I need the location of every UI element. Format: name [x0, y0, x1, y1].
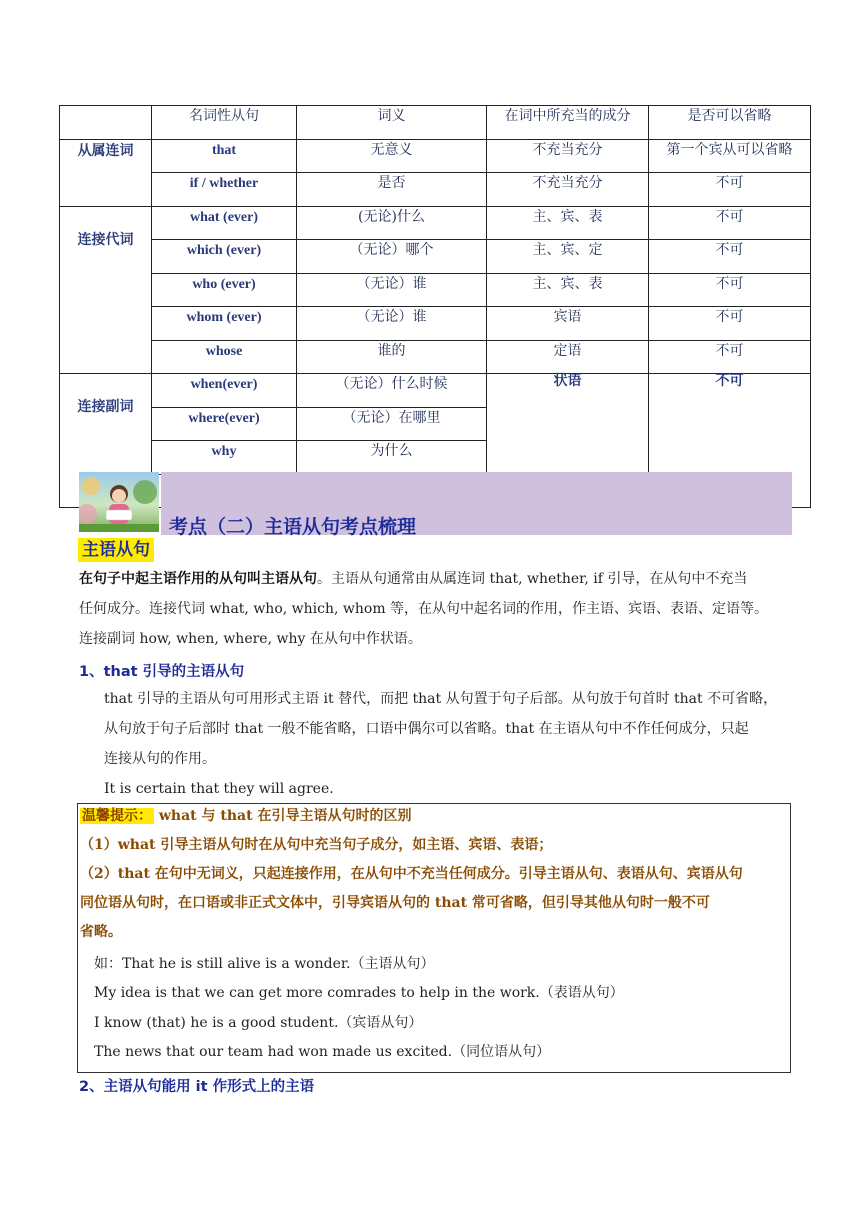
- category-cell: 连接代词: [60, 206, 152, 374]
- connective-cell: what (ever): [152, 206, 297, 240]
- tip-example: My idea is that we can get more comrades to help in the work.（表语从句）: [94, 985, 624, 1001]
- tip-title: what 与 that 在引导主语从句时的区别: [154, 808, 412, 824]
- omit-cell: 不可: [649, 173, 811, 207]
- table-row: [60, 307, 811, 341]
- omit-cell: 不可: [649, 240, 811, 274]
- role-cell: 主、宾、定: [487, 240, 649, 274]
- subsection-tag: 主语从句: [78, 538, 154, 562]
- meaning-cell: 为什么: [297, 441, 487, 475]
- connective-cell: which (ever): [152, 240, 297, 274]
- tip-item-2: 省略。: [80, 924, 122, 940]
- tip-example: The news that our team had won made us excited.（同位语从句）: [94, 1044, 551, 1060]
- table-row: [60, 374, 811, 408]
- intro-line: [79, 564, 791, 594]
- tip-label: 温馨提示：: [82, 808, 152, 824]
- role-cell: 主、宾、表: [487, 206, 649, 240]
- role-cell: 不充当充分: [487, 173, 649, 207]
- meaning-cell: 无意义: [297, 139, 487, 173]
- role-cell: 主、宾、表: [487, 273, 649, 307]
- role-cell: 状语: [487, 374, 649, 508]
- intro-rest: 。主语从句通常由从属连词 that, whether, if 引导，在从句中不充当: [317, 571, 748, 587]
- intro-paragraph: [79, 564, 791, 654]
- intro-line: 连接副词 how, when, where, why 在从句中作状语。: [79, 631, 422, 647]
- connective-cell: why: [152, 441, 297, 475]
- omit-cell: 不可: [649, 340, 811, 374]
- header-cell: [60, 106, 152, 140]
- point1-heading: 1、that 引导的主语从句: [79, 664, 245, 680]
- banner-illustration: [79, 472, 159, 532]
- point1-example: It is certain that they will agree.: [104, 781, 334, 797]
- category-cell: 连接副词: [60, 374, 152, 508]
- connective-cell: whose: [152, 340, 297, 374]
- intro-line: 任何成分。连接代词 what, who, which, whom 等，在从句中起名词的作用，作主语、宾语、表语、定语等。: [79, 601, 769, 617]
- point1-paragraph: [104, 684, 794, 804]
- clause-table: [59, 105, 811, 508]
- header-cell: 名词性从句: [152, 106, 297, 140]
- omit-cell: 不可: [649, 273, 811, 307]
- tip-box: [77, 803, 791, 1073]
- role-cell: 定语: [487, 340, 649, 374]
- connective-cell: whom (ever): [152, 307, 297, 341]
- table-header-row: [60, 106, 811, 140]
- role-cell: 宾语: [487, 307, 649, 341]
- table-row: [60, 273, 811, 307]
- meaning-cell: （无论）什么时候: [297, 374, 487, 408]
- header-cell: 词义: [297, 106, 487, 140]
- meaning-cell: （无论）在哪里: [297, 407, 487, 441]
- section-title: 考点（二）主语从句考点梳理: [169, 516, 417, 538]
- child-reading-illustration: [79, 472, 159, 532]
- point1-line: that 引导的主语从句可用形式主语 it 替代，而把 that 从句置于句子后部。从句放于句首时 that 不可省略，: [104, 691, 778, 707]
- intro-bold: 在句子中起主语作用的从句叫主语从句: [79, 571, 317, 587]
- category-cell: 从属连词: [60, 139, 152, 206]
- omit-cell: 不可: [649, 307, 811, 341]
- point1-line: 从句放于句子后部时 that 一般不能省略，口语中偶尔可以省略。that 在主语从句中不作任何成分，只起: [104, 721, 749, 737]
- point1-line: 连接从句的作用。: [104, 751, 216, 767]
- meaning-cell: （无论）哪个: [297, 240, 487, 274]
- meaning-cell: 是否: [297, 173, 487, 207]
- tip-item-1: （1）what 引导主语从句时在从句中充当句子成分，如主语、宾语、表语；: [80, 837, 553, 853]
- meaning-cell: (无论)什么: [297, 206, 487, 240]
- role-cell: 不充当充分: [487, 139, 649, 173]
- table-row: [60, 340, 811, 374]
- tip-item-2: （2）that 在句中无词义，只起连接作用，在从句中不充当任何成分。引导主语从句、表语从句、宾语从句: [80, 866, 743, 882]
- connective-cell: where(ever): [152, 407, 297, 441]
- meaning-cell: （无论）谁: [297, 307, 487, 341]
- header-cell: 在词中所充当的成分: [487, 106, 649, 140]
- tip-title-line: [80, 802, 788, 831]
- meaning-cell: 谁的: [297, 340, 487, 374]
- connective-cell: when(ever): [152, 374, 297, 408]
- table-row: [60, 173, 811, 207]
- table-row: [60, 206, 811, 240]
- connective-cell: if / whether: [152, 173, 297, 207]
- omit-cell: 第一个宾从可以省略: [649, 139, 811, 173]
- table-row: [60, 240, 811, 274]
- omit-cell: 不可: [649, 206, 811, 240]
- tip-example: 如：That he is still alive is a wonder.（主语从句）: [94, 956, 435, 972]
- table-row: [60, 139, 811, 173]
- connective-cell: who (ever): [152, 273, 297, 307]
- header-cell: 是否可以省略: [649, 106, 811, 140]
- point2-heading: 2、主语从句能用 it 作形式上的主语: [79, 1079, 315, 1095]
- connective-cell: that: [152, 139, 297, 173]
- section-banner: [79, 472, 792, 538]
- omit-cell: 不可: [649, 374, 811, 508]
- tip-item-2: 同位语从句时，在口语或非正式文体中，引导宾语从句的 that 常可省略，但引导其他从句时一般不可: [80, 895, 710, 911]
- meaning-cell: （无论）谁: [297, 273, 487, 307]
- tip-example: I know (that) he is a good student.（宾语从句）: [94, 1015, 423, 1031]
